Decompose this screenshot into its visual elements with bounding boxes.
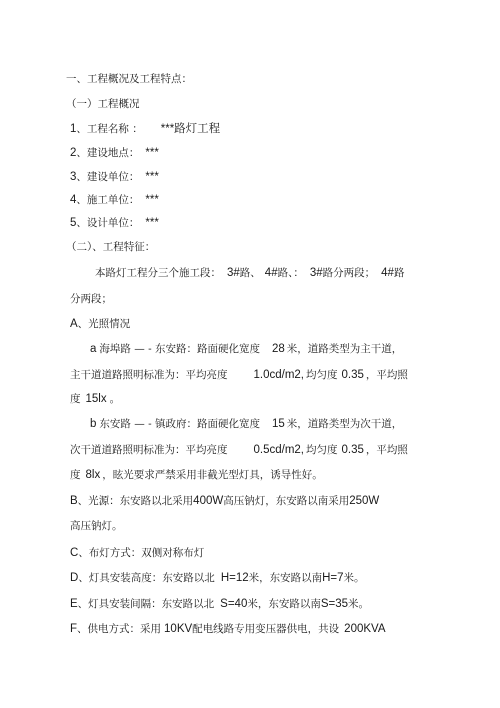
lighting-a-line-1 <box>90 342 402 356</box>
uniformity-value: 0.35 <box>341 369 364 381</box>
luminance-value: 1.0cd/m2, <box>253 369 304 381</box>
intro-text: 路、 <box>239 267 261 279</box>
item-text: 度 <box>70 393 81 405</box>
power-supply-line <box>70 622 386 636</box>
lighting-heading <box>70 317 130 331</box>
section-letter: E <box>70 598 78 610</box>
capacity-value: 200KVA <box>344 623 386 635</box>
intro-text: 路、： <box>277 267 304 279</box>
lighting-b-line-2 <box>70 443 408 457</box>
lighting-a-line-3 <box>70 392 120 406</box>
item-letter: a <box>90 343 97 355</box>
item-value: *** <box>145 147 159 159</box>
height-value: H=7 <box>322 572 344 584</box>
item-value: *** <box>145 217 159 229</box>
item-number: 3 <box>70 171 77 183</box>
illuminance-value: 15lx <box>85 393 107 405</box>
road-number: 3# <box>227 267 240 279</box>
height-value: H=12 <box>220 572 249 584</box>
item-text: 米，道路类型为次干道， <box>286 418 403 430</box>
item-text: 次干道道路照明标准为：平均亮度 <box>70 444 228 456</box>
item-number: 2 <box>70 147 77 159</box>
item-letter: b <box>90 418 97 430</box>
item-value: ***路灯工程 <box>160 123 221 135</box>
item-label: 、建设地点： <box>76 147 140 159</box>
light-source-line-2: 高压钠灯。 <box>70 520 123 532</box>
section-letter: D <box>70 572 79 584</box>
uniformity-value: 0.35 <box>341 444 364 456</box>
road-number: 4# <box>381 267 394 279</box>
section-letter: A <box>70 318 78 330</box>
wattage-value: 400W <box>193 495 224 507</box>
item-text: 、布灯方式：双侧对称布灯 <box>78 547 205 559</box>
item-text: 、灯具安装高度：东安路以北 <box>78 572 215 584</box>
item-text: 米。 <box>348 598 370 610</box>
item-text: 高压钠灯，东安路以南采用 <box>223 495 350 507</box>
item-label: 、施工单位： <box>76 194 140 206</box>
item-text: 东安路 — - 镇政府：路面硬化宽度 <box>99 418 260 430</box>
item-label: 、工程名称 ： <box>76 123 143 135</box>
intro-text: 路分两段； <box>322 267 376 279</box>
item-text: 主干道道路照明标准为：平均亮度 <box>70 369 228 381</box>
item-text: 海埠路 — - 东安路：路面硬化宽度 <box>99 343 260 355</box>
item-text: 、灯具安装间隔：东安路以北 <box>77 598 215 610</box>
intro-paragraph-line-1 <box>95 266 404 280</box>
item-value: *** <box>145 171 159 183</box>
lighting-a-line-2 <box>70 368 408 382</box>
item-text: ，平均照 <box>365 369 408 381</box>
item-text: 米，东安路以南 <box>247 598 321 610</box>
item-text: 。 <box>109 393 121 405</box>
item-text: 度 <box>70 469 81 481</box>
road-number: 4# <box>264 267 278 279</box>
road-width-value: 28 <box>271 343 285 355</box>
item-number: 4 <box>70 194 77 206</box>
spacing-value: S=40 <box>220 598 248 610</box>
item-label: 、设计单位： <box>76 217 140 229</box>
luminance-value: 0.5cd/m2, <box>253 444 304 456</box>
intro-text: 本路灯工程分三个施工段： <box>95 267 221 279</box>
item-text: 米。 <box>343 572 365 584</box>
voltage-value: 10KV <box>164 623 193 635</box>
item-text: 均匀度 <box>306 369 338 381</box>
item-location <box>70 146 159 160</box>
item-text: ，平均照 <box>365 444 408 456</box>
item-text: ，眩光要求严禁采用非截光型灯具，诱导性好。 <box>102 469 323 481</box>
wattage-value: 250W <box>349 495 380 507</box>
road-number: 3# <box>309 267 323 279</box>
item-text: 米，道路类型为主干道， <box>286 343 403 355</box>
mount-height-line <box>70 571 365 585</box>
section-letter: B <box>70 495 78 507</box>
item-project-name <box>70 122 220 136</box>
mount-spacing-line <box>70 597 369 611</box>
illuminance-value: 8lx <box>85 469 101 481</box>
intro-text: 路 <box>393 267 405 279</box>
item-contractor <box>70 193 159 207</box>
road-width-value: 15 <box>271 418 285 430</box>
section-letter: F <box>70 623 78 635</box>
spacing-value: S=35 <box>320 598 349 610</box>
lamp-layout-line <box>70 546 204 560</box>
item-label: 、建设单位： <box>76 171 140 183</box>
subsection-heading-overview: （一）工程概况 <box>66 98 140 110</box>
intro-paragraph-line-2: 分两段； <box>70 293 112 305</box>
section-letter: C <box>70 547 79 559</box>
lighting-b-line-1 <box>90 417 402 431</box>
item-text: 、供电方式：采用 <box>77 623 162 635</box>
section-heading: 一、工程概况及工程特点： <box>66 73 192 85</box>
item-number: 1 <box>70 123 77 135</box>
item-value: *** <box>145 194 159 206</box>
light-source-line-1 <box>70 494 379 508</box>
item-number: 5 <box>70 217 77 229</box>
item-text: 配电线路专用变压器供电，共设 <box>192 623 340 635</box>
item-text: 、光源：东安路以北采用 <box>77 495 194 507</box>
item-designer <box>70 216 159 230</box>
item-client <box>70 170 159 184</box>
lighting-b-line-3 <box>70 468 323 482</box>
item-text: 米，东安路以南 <box>248 572 323 584</box>
section-title: 、光照情况 <box>77 318 131 330</box>
subsection-heading-features: （二）、工程特征： <box>66 241 156 253</box>
item-text: 均匀度 <box>306 444 338 456</box>
